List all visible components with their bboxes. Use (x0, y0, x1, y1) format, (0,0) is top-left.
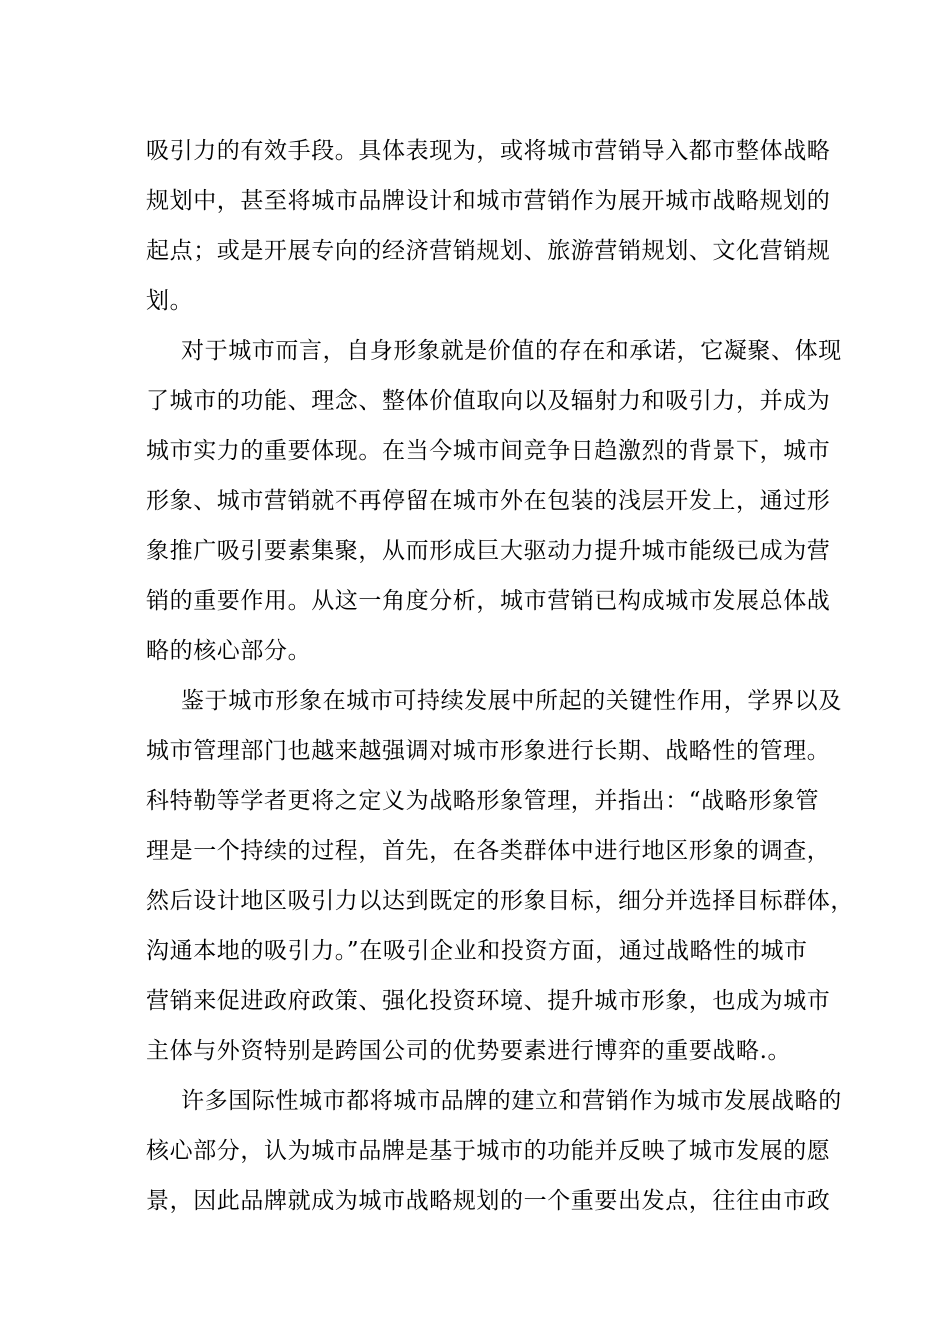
text-line: 然后设计地区吸引力以达到既定的形象目标，细分并选择目标群体， (146, 888, 854, 914)
text-line: 形象、城市营销就不再停留在城市外在包装的浅层开发上，通过形 (146, 488, 831, 514)
text-line: 略的核心部分。 (146, 638, 312, 664)
text-line: 城市管理部门也越来越强调对城市形象进行长期、战略性的管理。 (146, 738, 831, 764)
text-line: 吸引力的有效手段。具体表现为，或将城市营销导入都市整体战略 (146, 138, 831, 164)
paragraph-first-line: 对于城市而言，自身形象就是价值的存在和承诺，它凝聚、体现 (181, 338, 842, 364)
text-line: 营销来促进政府政策、强化投资环境、提升城市形象，也成为城市 (146, 988, 831, 1014)
paragraph-first-line: 许多国际性城市都将城市品牌的建立和营销作为城市发展战略的 (181, 1088, 842, 1114)
text-line: 规划中，甚至将城市品牌设计和城市营销作为展开城市战略规划的 (146, 188, 831, 214)
text-line: 起点；或是开展专向的经济营销规划、旅游营销规划、文化营销规 (146, 238, 831, 264)
text-line: 主体与外资特别是跨国公司的优势要素进行博弈的重要战略.。 (146, 1038, 792, 1064)
text-line: 景，因此品牌就成为城市战略规划的一个重要出发点，往往由市政 (146, 1188, 831, 1214)
paragraph-first-line: 鉴于城市形象在城市可持续发展中所起的关键性作用，学界以及 (181, 688, 842, 714)
text-line: 城市实力的重要体现。在当今城市间竞争日趋激烈的背景下，城市 (146, 438, 831, 464)
text-line: 理是一个持续的过程，首先，在各类群体中进行地区形象的调查， (146, 838, 831, 864)
text-line: 划。 (146, 288, 194, 314)
text-line: 了城市的功能、理念、整体价值取向以及辐射力和吸引力，并成为 (146, 388, 831, 414)
text-line: 象推广吸引要素集聚，从而形成巨大驱动力提升城市能级已成为营 (146, 538, 831, 564)
text-line: 科特勒等学者更将之定义为战略形象管理，并指出：“战略形象管 (146, 788, 820, 814)
text-line: 沟通本地的吸引力。”在吸引企业和投资方面，通过战略性的城市 (146, 938, 808, 964)
text-line: 核心部分，认为城市品牌是基于城市的功能并反映了城市发展的愿 (146, 1138, 831, 1164)
text-line: 销的重要作用。从这一角度分析，城市营销已构成城市发展总体战 (146, 588, 831, 614)
